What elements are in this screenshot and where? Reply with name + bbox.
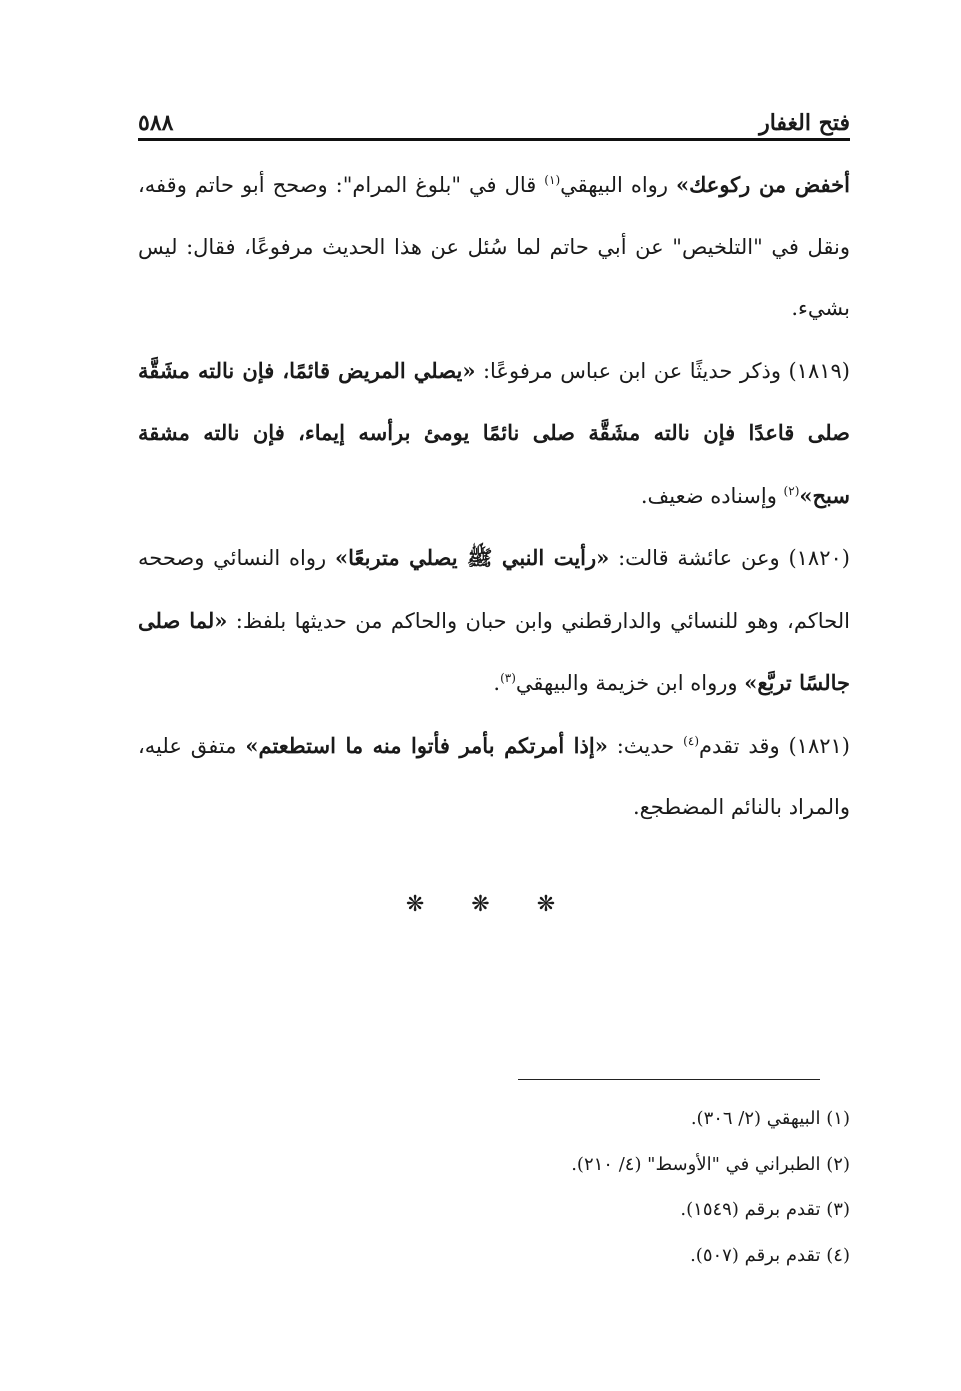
- footnote-1: (١) البيهقي (٢/ ٣٠٦).: [690, 1108, 850, 1129]
- footnote-3: (٣) تقدم برقم (١٥٤٩).: [680, 1199, 850, 1220]
- footnote-4: (٤) تقدم برقم (٥٠٧).: [690, 1244, 850, 1266]
- running-header: [138, 96, 850, 136]
- hadith-text: أخفض من ركوعك»: [675, 172, 850, 197]
- commentary-text: حديث:: [607, 733, 684, 758]
- hadith-intro: (١٨١٩) وذكر حديثًا عن ابن عباس مرفوعًا:: [475, 358, 850, 383]
- commentary-text: متفق عليه، والمراد بالنائم المضطجع.: [138, 733, 850, 819]
- star-ornament: ❋: [405, 892, 425, 917]
- footnote-ref-1[interactable]: (١): [544, 173, 561, 187]
- narration-text: رواه البيهقي: [560, 173, 676, 197]
- hadith-text: «إذا أمرتكم بأمر فأتوا منه ما استطعتم»: [245, 732, 608, 758]
- paragraph-3: [138, 527, 850, 715]
- hadith-intro: (١٨٢١) وقد تقدم: [699, 733, 850, 758]
- hadith-text: «لما صلى جالسًا تربَّع»: [138, 607, 850, 695]
- paragraph-1: [138, 154, 850, 340]
- book-title: فتح الغفار: [759, 110, 850, 136]
- commentary-text: رواه النسائي وصححه الحاكم، وهو للنسائي والدارقطني وابن حبان والحاكم من حديثها بلفظ:: [138, 546, 850, 633]
- paragraph-4: [138, 715, 850, 839]
- star-ornament: ❋: [471, 892, 490, 917]
- section-separator: [0, 892, 961, 917]
- hadith-text: «رأيت النبي ﷺ يصلي متربعًا»: [334, 545, 610, 570]
- header-rule: [138, 138, 850, 141]
- commentary-text: قال في "بلوغ المرام": وصحح أبو حاتم وقفه، ونقل في "التلخيص" عن أبي حاتم لما سُئل عن هذا الحديث مرفوعًا، فقال: ليس بشيء.: [138, 173, 850, 320]
- footnote-ref-2[interactable]: (٢): [783, 483, 800, 498]
- footnotes: [400, 1096, 850, 1278]
- commentary-text: وإسناده ضعيف.: [640, 483, 784, 508]
- star-ornament: ❋: [536, 892, 556, 917]
- page-number: ٥٨٨: [138, 110, 174, 136]
- punctuation: .: [493, 671, 501, 695]
- main-text: [138, 154, 850, 839]
- footnote-2: (٢) الطبراني في "الأوسط" (٤/ ٢١٠).: [571, 1153, 850, 1175]
- hadith-text: «يصلي المريض قائمًا، فإن نالته مشَقَّة صلى قاعدًا فإن نالته مشَقَّة صلى نائمًا يومئ برأسه إيماء، فإن نالته مشقة سبح»: [138, 357, 850, 508]
- footnote-ref-3[interactable]: (٣): [500, 671, 516, 685]
- hadith-intro: (١٨٢٠) وعن عائشة قالت:: [609, 546, 850, 570]
- commentary-text: ورواه ابن خزيمة والبيهقي: [515, 671, 745, 695]
- footnote-ref-4[interactable]: (٤): [683, 733, 699, 748]
- paragraph-2: [138, 340, 850, 528]
- footnote-rule: [518, 1079, 820, 1080]
